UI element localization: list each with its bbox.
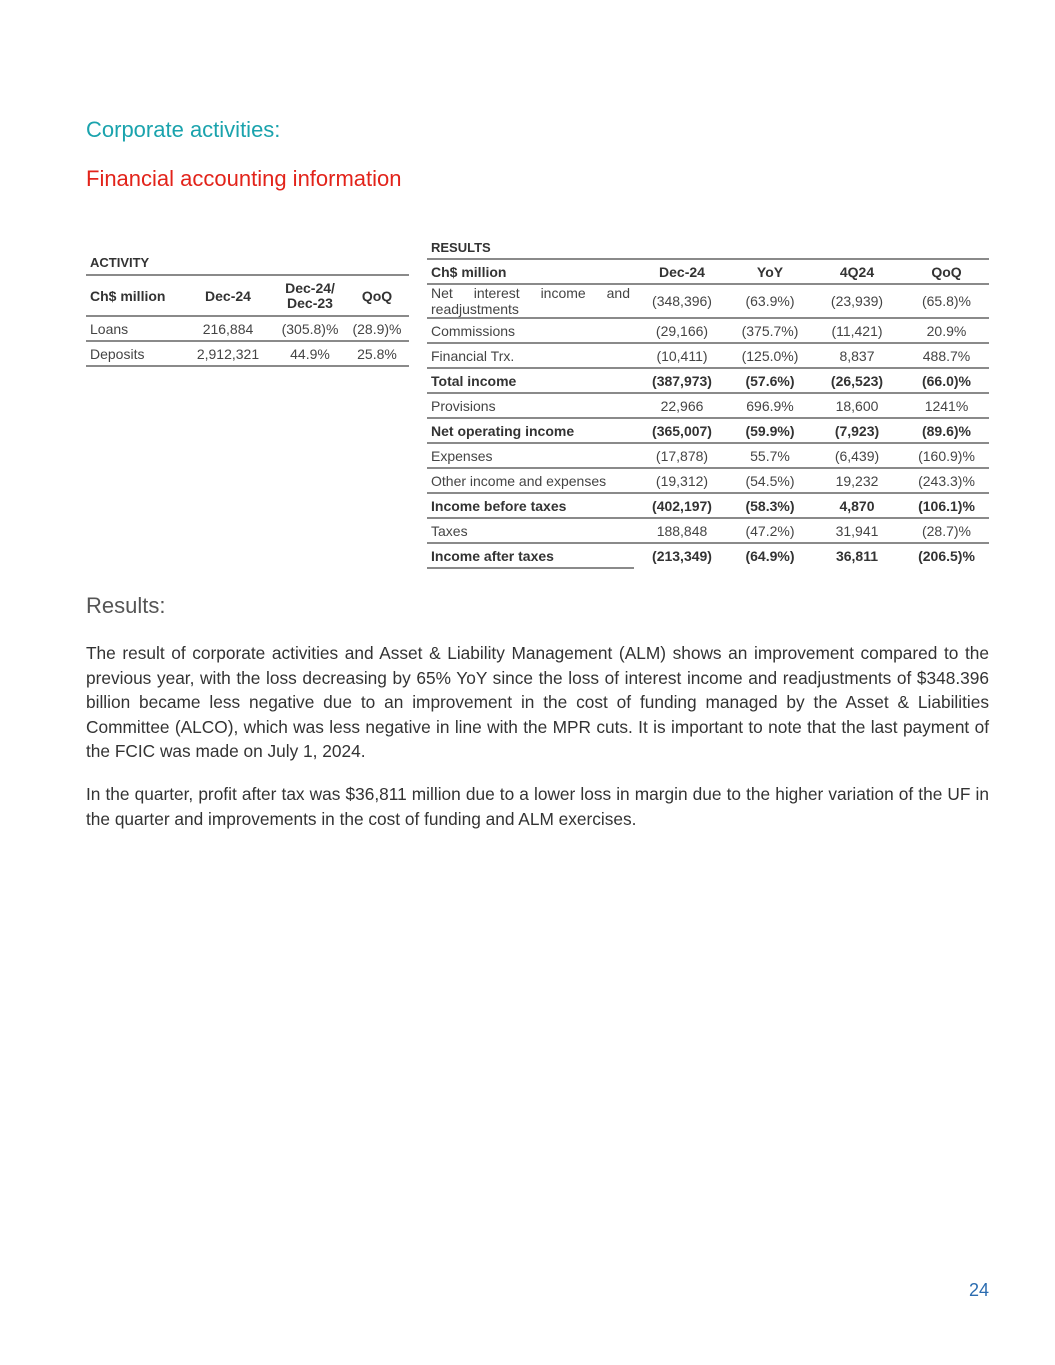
table-cell: (11,421) [810, 318, 904, 343]
table-cell: 20.9% [904, 318, 989, 343]
table-row [427, 418, 989, 443]
activity-caption: ACTIVITY [90, 254, 150, 270]
table-cell: 22,966 [634, 393, 730, 418]
results-paragraph-1: The result of corporate activities and Asset & Liability Management (ALM) shows an improvement compared to the previous year, with the loss decreasing by 65% YoY since the loss of interest income and readjustments of $348.396 billion became less negative due to an improvement in the cost of funding managed by the Asset & Liabilities Committee (ALCO), which was less negative in line with the MPR cuts. It is important to note that the last payment of the FCIC was made on July 1, 2024. [86, 643, 989, 761]
table-row [427, 493, 989, 518]
table-cell: 4,870 [810, 493, 904, 518]
table-cell: 25.8% [345, 341, 409, 366]
table-cell: (23,939) [810, 284, 904, 318]
table-cell: (305.8)% [275, 316, 345, 341]
activity-header: QoQ [345, 275, 409, 316]
results-header: Dec-24 [634, 259, 730, 284]
table-cell: (10,411) [634, 343, 730, 368]
table-cell: 36,811 [835, 548, 879, 564]
table-cell: Provisions [427, 393, 634, 418]
table-cell: 44.9% [275, 341, 345, 366]
table-row [427, 368, 989, 393]
table-cell: (17,878) [634, 443, 730, 468]
table-row [427, 518, 989, 543]
table-cell: Loans [86, 316, 181, 341]
table-cell: Total income [427, 368, 634, 393]
table-cell: (206.5)% [918, 548, 975, 564]
table-cell: (58.3%) [730, 493, 810, 518]
activity-table [86, 250, 409, 367]
table-row [427, 543, 989, 568]
activity-header: Dec-24/ Dec-23 [275, 275, 345, 316]
table-cell: 55.7% [730, 443, 810, 468]
table-cell: Net interest income and readjustments [427, 284, 634, 318]
results-table [427, 236, 989, 569]
table-cell: (28.7)% [904, 518, 989, 543]
table-cell: Financial Trx. [427, 343, 634, 368]
table-cell: 488.7% [904, 343, 989, 368]
table-cell: (29,166) [634, 318, 730, 343]
table-cell: Taxes [427, 518, 634, 543]
table-cell: (365,007) [634, 418, 730, 443]
table-cell: 696.9% [730, 393, 810, 418]
table-row [427, 284, 989, 318]
table-cell: (63.9%) [730, 284, 810, 318]
table-cell: Net operating income [427, 418, 634, 443]
table-cell: (387,973) [634, 368, 730, 393]
table-row [427, 443, 989, 468]
results-paragraph-2: In the quarter, profit after tax was $36,811 million due to a lower loss in margin due to the higher variation of the UF in the quarter and improvements in the cost of funding and ALM exercises. [86, 784, 989, 829]
table-row [427, 343, 989, 368]
results-header: QoQ [904, 259, 989, 284]
table-cell: 2,912,321 [181, 341, 275, 366]
activity-header: Ch$ million [86, 275, 181, 316]
table-cell: (6,439) [810, 443, 904, 468]
page-number: 24 [968, 1280, 989, 1300]
table-cell: (243.3)% [904, 468, 989, 493]
results-header: 4Q24 [810, 259, 904, 284]
table-cell: 1241% [904, 393, 989, 418]
table-cell: (64.9%) [745, 548, 795, 564]
table-cell: (26,523) [810, 368, 904, 393]
table-cell: (7,923) [810, 418, 904, 443]
table-cell: Deposits [86, 341, 181, 366]
table-row [86, 341, 409, 366]
table-cell: (65.8)% [904, 284, 989, 318]
table-cell: 19,232 [810, 468, 904, 493]
table-cell: (106.1)% [904, 493, 989, 518]
table-cell: (19,312) [634, 468, 730, 493]
table-cell: (160.9)% [904, 443, 989, 468]
table-cell: Income before taxes [427, 493, 634, 518]
section-title: Corporate activities: [86, 117, 281, 142]
table-row [86, 316, 409, 341]
table-row [427, 318, 989, 343]
table-cell: (54.5%) [730, 468, 810, 493]
table-cell: (57.6%) [730, 368, 810, 393]
table-cell: 216,884 [181, 316, 275, 341]
activity-header: Dec-24 [181, 275, 275, 316]
table-cell: (28.9)% [345, 316, 409, 341]
table-row [427, 468, 989, 493]
table-cell: (402,197) [634, 493, 730, 518]
table-cell: (125.0%) [730, 343, 810, 368]
table-cell: 8,837 [810, 343, 904, 368]
results-heading: Results: [86, 593, 166, 618]
table-cell: 18,600 [810, 393, 904, 418]
table-cell: (66.0)% [904, 368, 989, 393]
table-cell: (375.7%) [730, 318, 810, 343]
results-caption: RESULTS [431, 239, 491, 255]
table-cell: (89.6)% [904, 418, 989, 443]
results-header: Ch$ million [427, 259, 634, 284]
table-cell: (47.2%) [730, 518, 810, 543]
table-row [427, 393, 989, 418]
table-cell: Income after taxes [427, 543, 634, 568]
table-cell: Expenses [427, 443, 634, 468]
table-cell: 188,848 [634, 518, 730, 543]
table-cell: (348,396) [634, 284, 730, 318]
table-cell: (59.9%) [730, 418, 810, 443]
financial-info-title: Financial accounting information [86, 166, 402, 191]
table-cell: (213,349) [652, 548, 712, 564]
results-header: YoY [730, 259, 810, 284]
table-cell: 31,941 [810, 518, 904, 543]
table-cell: Other income and expenses [427, 468, 634, 493]
table-cell: Commissions [427, 318, 634, 343]
